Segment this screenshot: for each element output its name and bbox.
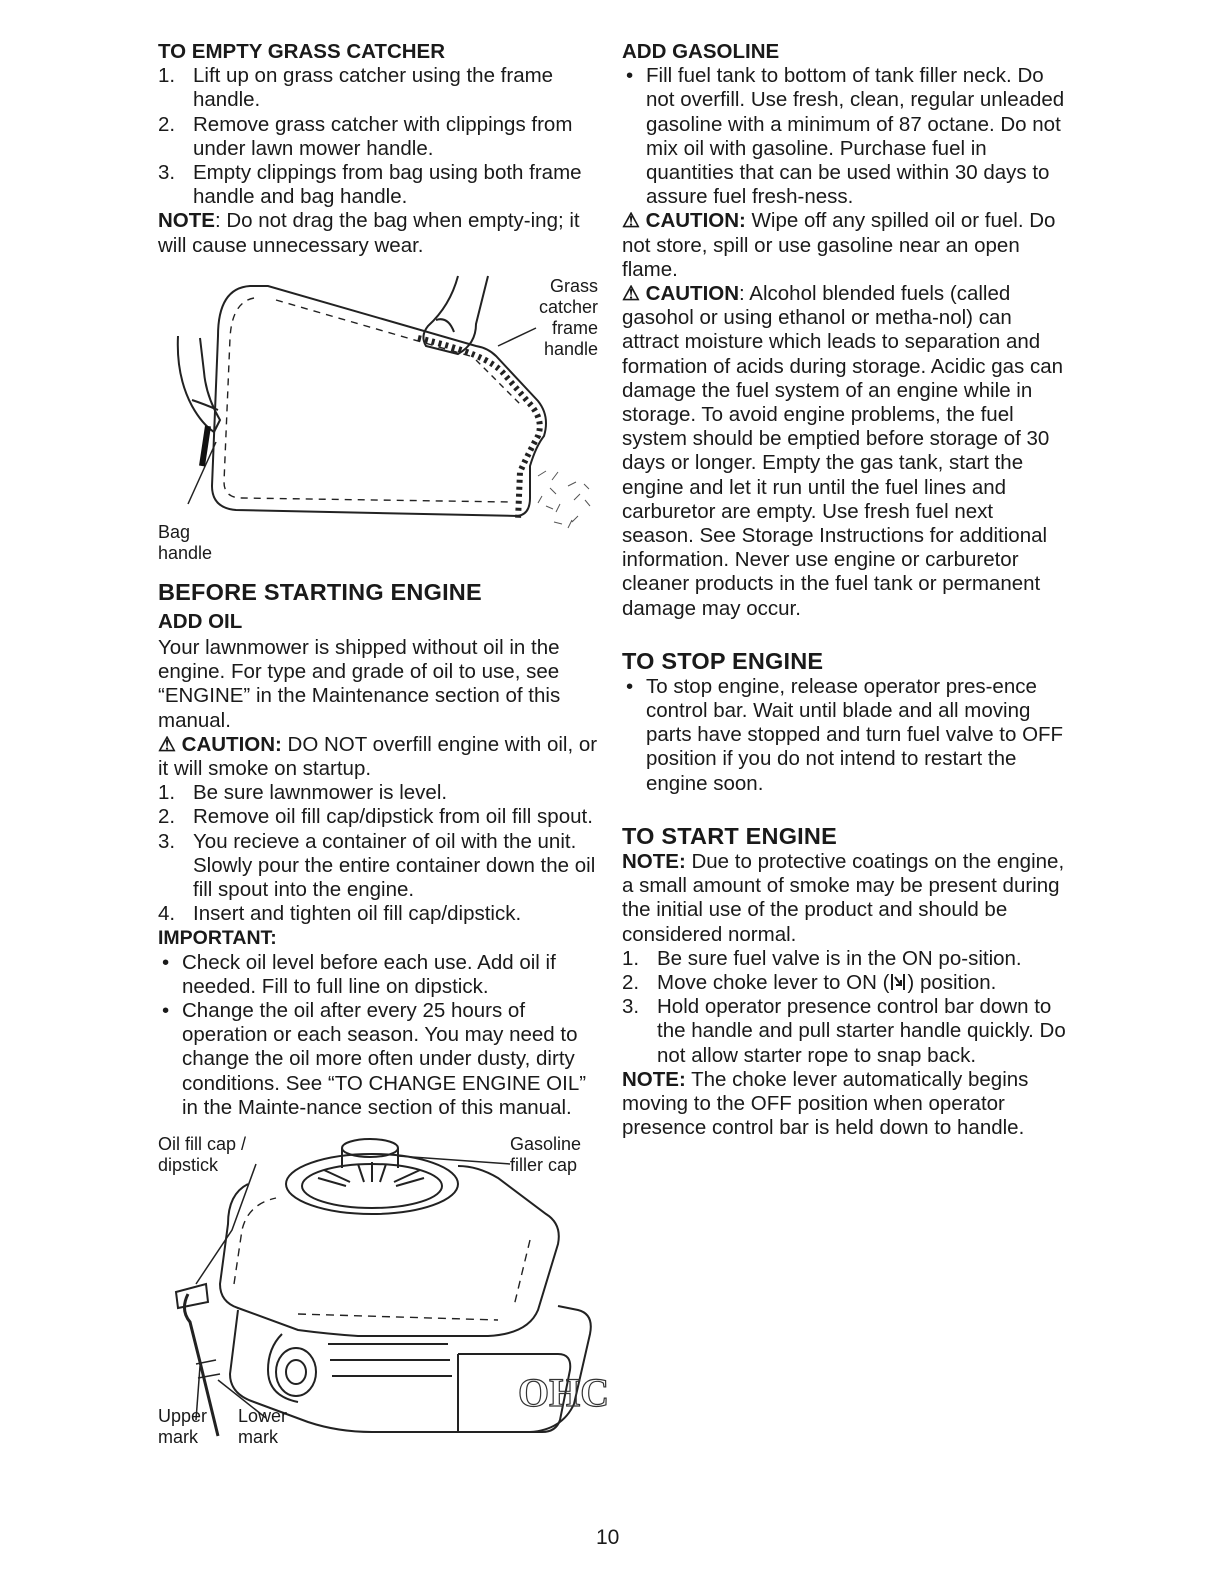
lower-mark-label: Lower mark: [238, 1406, 288, 1448]
start-engine-heading: TO START ENGINE: [622, 822, 837, 849]
empty-catcher-heading: TO EMPTY GRASS CATCHER: [158, 40, 446, 63]
warning-icon: ⚠: [622, 283, 640, 306]
page-number: 10: [596, 1526, 620, 1549]
engine-illustration: [158, 1134, 610, 1452]
right-column: [622, 40, 1068, 1140]
list-item: • To stop engine, release operator pres-ence control bar. Wait until blade and all moving parts have stopped and turn fuel valve to OFF position if you do not intend to restart the engine soon.: [626, 674, 1064, 795]
gasoline-filler-cap-label: Gasoline filler cap: [510, 1134, 582, 1176]
add-gasoline-heading: ADD GASOLINE: [622, 40, 780, 63]
start-engine-note-1: NOTE: Due to protective coatings on the engine, a small amount of smoke may be present during the initial use of the product and should be considered normal.: [622, 849, 1065, 946]
list-item: 1. Be sure fuel valve is in the ON po-sition.: [622, 946, 1022, 970]
list-item: • Fill fuel tank to bottom of tank filler neck. Do not overfill. Use fresh, clean, regular unleaded gasoline with a minimum of 87 octane. Do not mix oil with gasoline. Purchase fuel in quantities that can be used within 30 days to assure fuel fresh-ness.: [626, 64, 1065, 209]
list-item: 2. Move choke lever to ON ( ) position.: [622, 970, 997, 994]
ohc-badge: OHC: [518, 1370, 610, 1416]
bag-handle-label: Bag handle: [158, 521, 213, 563]
add-oil-heading: ADD OIL: [158, 609, 243, 633]
list-item: • Change the oil after every 25 hours of operation or each season. You may need to change the oil more often under dusty, dirty conditions. See “TO CHANGE ENGINE OIL” in the Mainte-nance section of this manual.: [162, 999, 587, 1119]
warning-icon: ⚠: [158, 733, 176, 756]
start-engine-note-2: NOTE: The choke lever automatically begins moving to the OFF position when operator presence control bar is held down to handle.: [622, 1067, 1029, 1140]
list-item: • Check oil level before each use. Add oil if needed. Fill to full line on dipstick.: [162, 950, 556, 998]
list-item: 2. Remove grass catcher with clippings from under lawn mower handle.: [158, 112, 573, 160]
grass-catcher-figure: [158, 276, 598, 578]
gasoline-caution-1: ⚠ CAUTION: Wipe off any spilled oil or fuel. Do not store, spill or use gasoline near an open flame.: [622, 209, 1056, 281]
upper-mark-label: Upper mark: [158, 1406, 208, 1448]
important-label: IMPORTANT:: [158, 927, 277, 950]
oil-fill-cap-label: Oil fill cap / dipstick: [158, 1134, 247, 1176]
gasoline-caution-2: ⚠ CAUTION: Alcohol blended fuels (called gasohol or using ethanol or metha-nol) can attract moisture which leads to separation and formation of acids during storage. Acidic gas can damage the fuel system of an engine while in storage. To avoid engine problems, the fuel system should be emptied before storage of 30 days or longer. Empty the gas tank, start the engine and let it run until the fuel lines and carburetor are empty. Use fresh fuel next season. See Storage Instructions for additional information. Never use engine or carburetor cleaner products in the fuel tank or permanent damage may occur.: [622, 282, 1063, 620]
empty-catcher-note: NOTE: Do not drag the bag when empty-ing; it will cause unnecessary wear.: [158, 209, 580, 257]
list-item: 3. Empty clippings from bag using both frame handle and bag handle.: [158, 161, 582, 209]
list-item: 3. Hold operator presence control bar down to the handle and pull starter handle quickly. Do not allow starter rope to snap back.: [622, 995, 1066, 1067]
list-item: 1. Lift up on grass catcher using the frame handle.: [158, 64, 554, 112]
add-oil-steps: [158, 781, 598, 926]
empty-catcher-steps: [158, 64, 598, 209]
list-item: 2. Remove oil fill cap/dipstick from oil fill spout.: [158, 805, 593, 829]
before-starting-heading: BEFORE STARTING ENGINE: [158, 578, 482, 605]
list-item: 1. Be sure lawnmower is level.: [158, 781, 448, 805]
engine-figure: [158, 1134, 610, 1452]
add-oil-intro: Your lawnmower is shipped without oil in the engine. For type and grade of oil to use, see “ENGINE” in the Maintenance section of this manual.: [158, 636, 561, 732]
list-item: 4. Insert and tighten oil fill cap/dipstick.: [158, 902, 522, 926]
stop-engine-heading: TO STOP ENGINE: [622, 647, 824, 674]
add-oil-caution: ⚠ CAUTION: DO NOT overfill engine with oil, or it will smoke on startup.: [158, 732, 598, 781]
left-column: [158, 40, 610, 1452]
warning-icon: ⚠: [622, 210, 640, 233]
grass-catcher-frame-handle-label: Grass catcher frame handle: [538, 275, 598, 359]
list-item: 3. You recieve a container of oil with the unit. Slowly pour the entire container down the oil fill spout into the engine.: [158, 829, 596, 902]
choke-on-icon: [889, 972, 907, 992]
